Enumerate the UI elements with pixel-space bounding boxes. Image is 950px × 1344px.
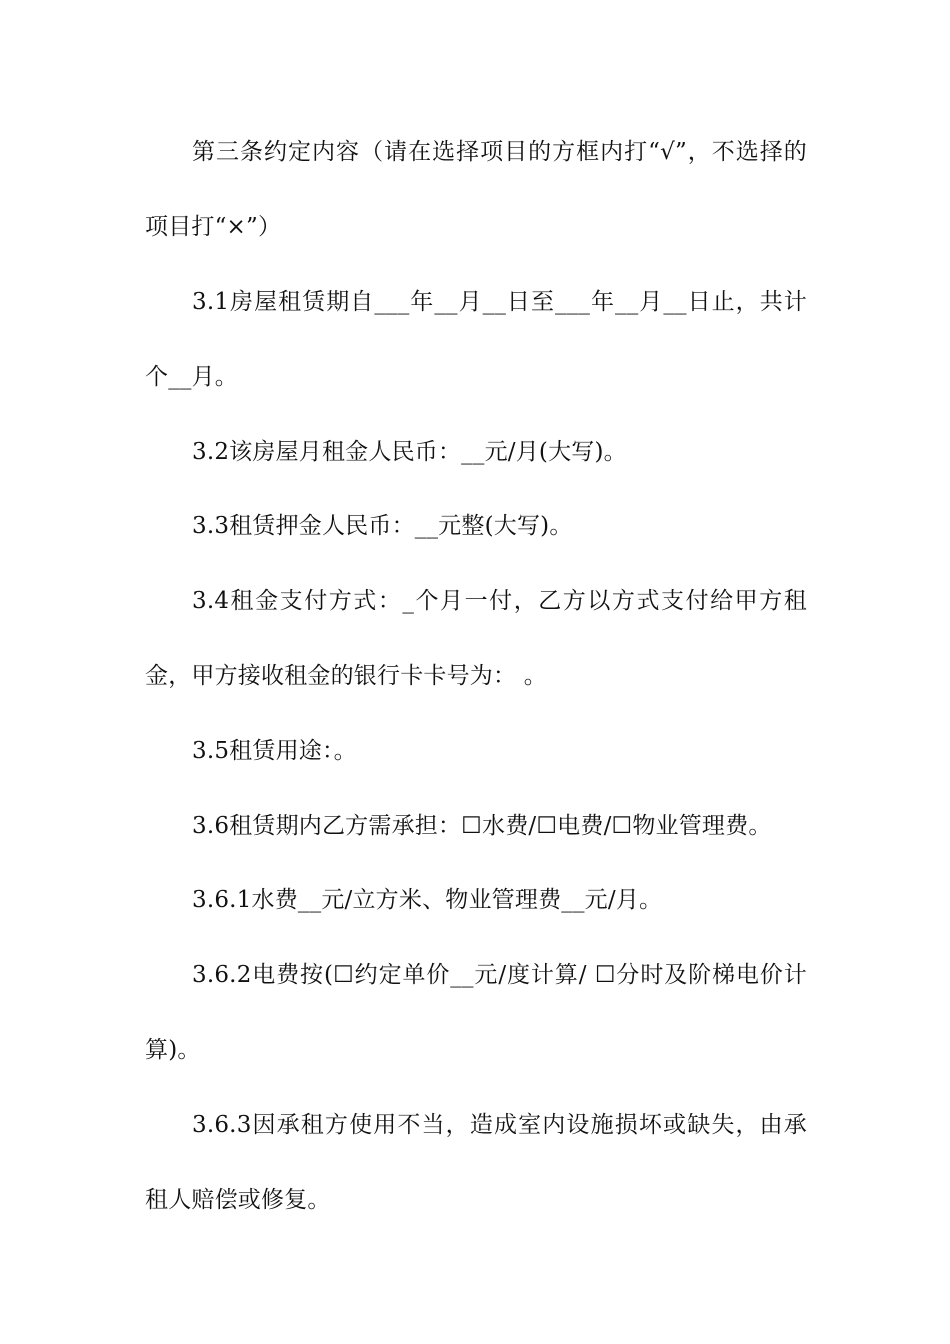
clause-3-3-deposit: 3.3租赁押金人民币：__元整(大写)。 [192,513,573,539]
clause-3-2-monthly-rent: 3.2该房屋月租金人民币：__元/月(大写)。 [192,439,627,465]
clause-3-1-lease-period: 3.1房屋租赁期自___年__月__日至___年__月__日止，共计个__月。 [145,289,807,390]
clause-3-4-payment-method: 3.4租金支付方式：_个月一付，乙方以方式支付给甲方租金，甲方接收租金的银行卡卡号为： 。 [145,588,807,689]
clause-3-6-3-damage-liability: 3.6.3因承租方使用不当，造成室内设施损坏或缺失，由承租人赔偿或修复。 [145,1112,807,1213]
clause-3-5-lease-purpose: 3.5租赁用途：。 [192,738,357,764]
clause-3-heading: 第三条约定内容（请在选择项目的方框内打“√”，不选择的项目打“×”） [145,139,807,240]
clause-3-6-tenant-costs: 3.6租赁期内乙方需承担：☐水费/☐电费/☐物业管理费。 [192,813,772,839]
clause-3-6-1-water-property-fee: 3.6.1水费__元/立方米、物业管理费__元/月。 [192,887,663,913]
clause-3-6-2-electricity-fee: 3.6.2电费按(☐约定单价__元/度计算/ ☐分时及阶梯电价计算)。 [145,962,807,1063]
